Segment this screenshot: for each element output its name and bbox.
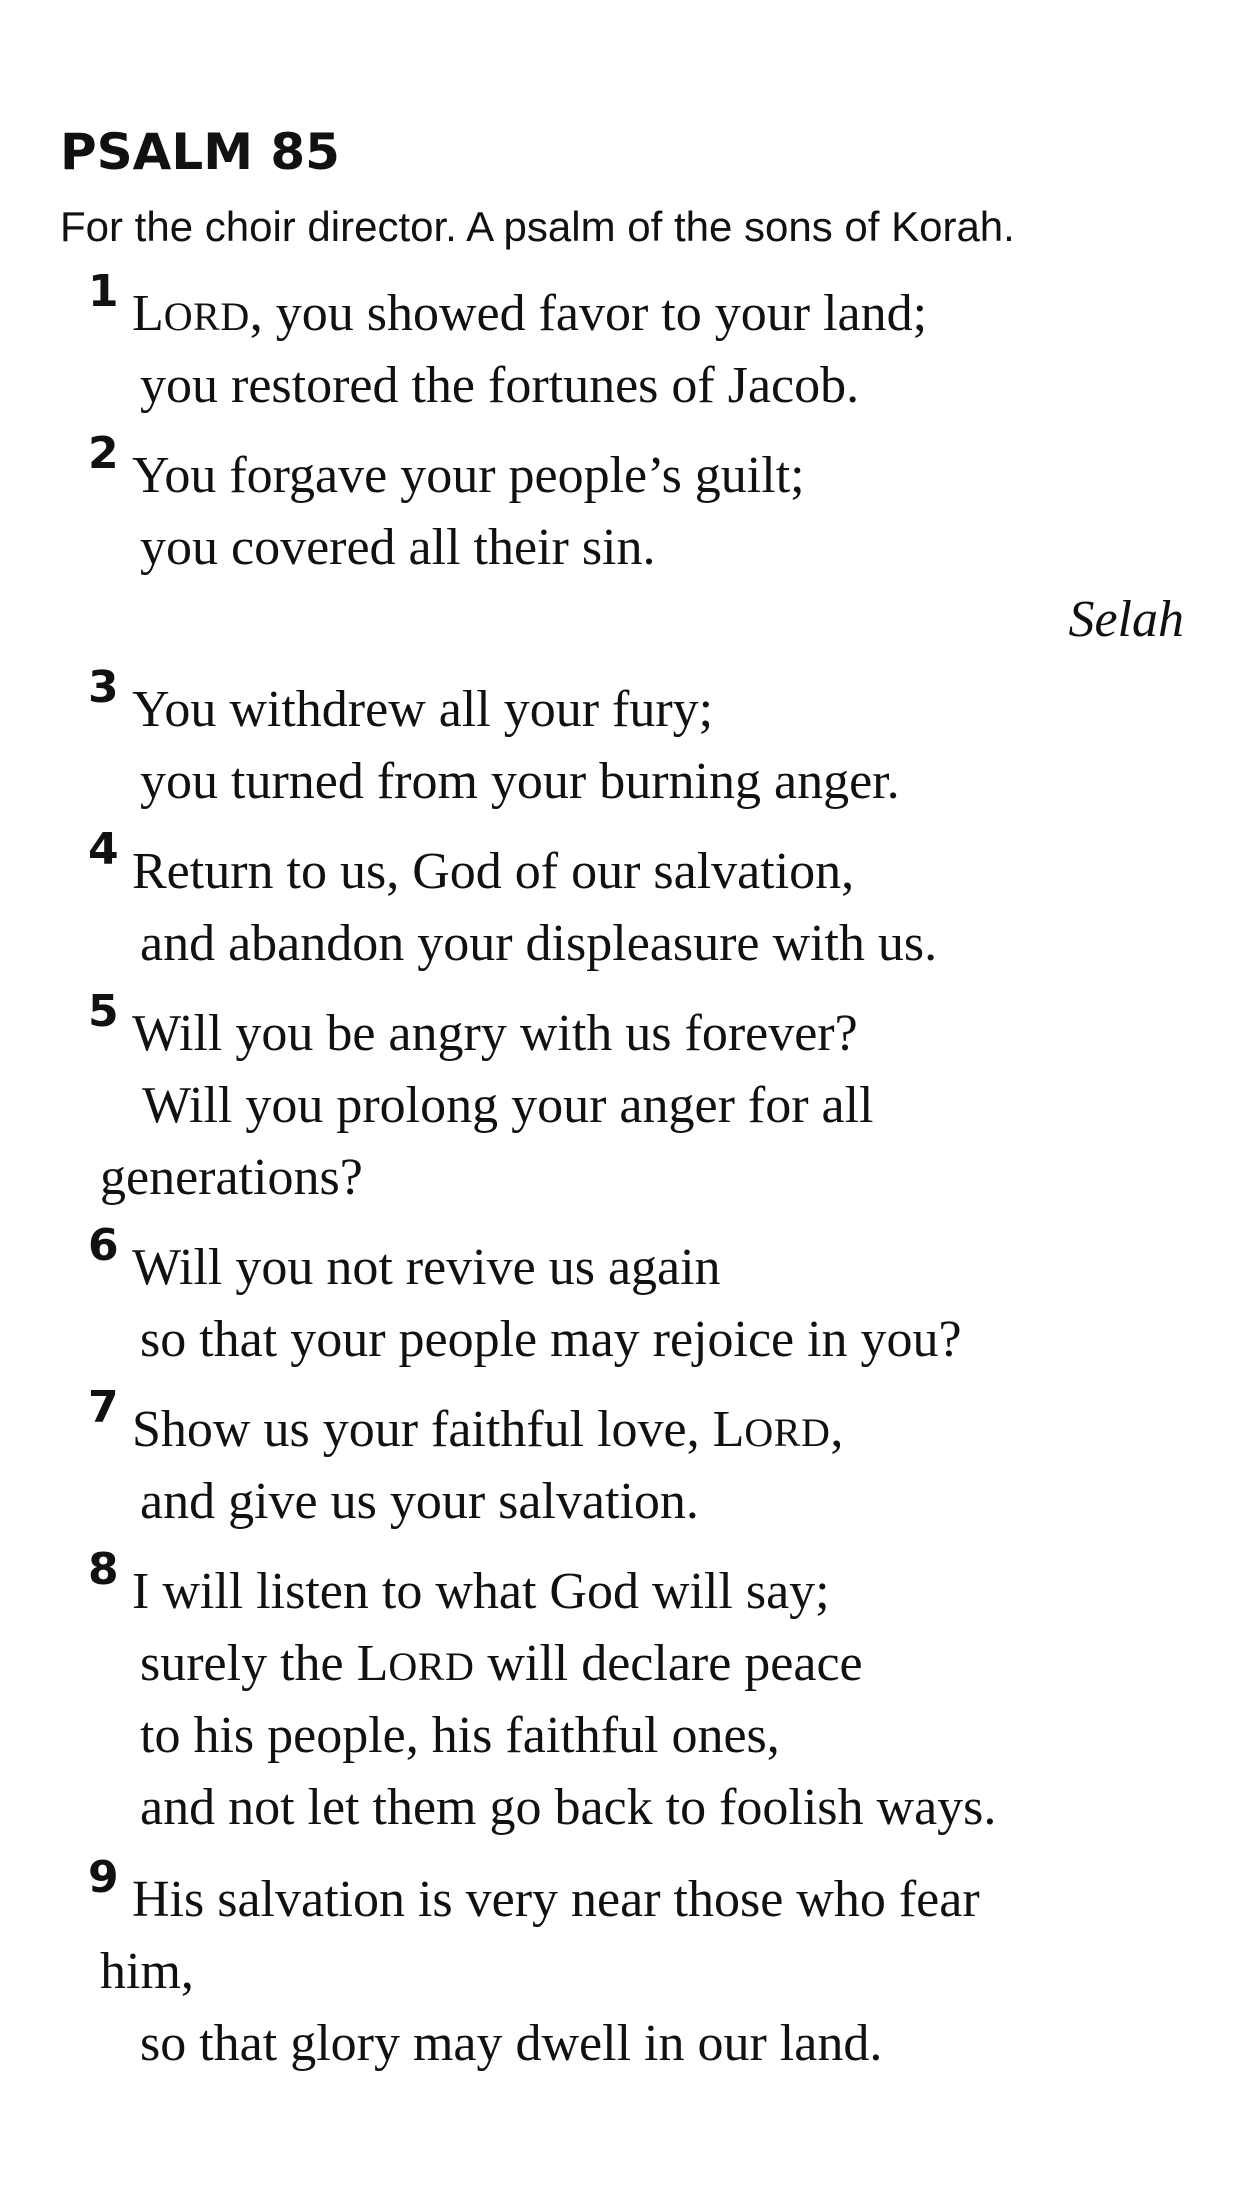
verse-number: 5 bbox=[88, 986, 119, 1037]
verse-line: so that your people may rejoice in you? bbox=[140, 1311, 962, 1368]
verse-line: Show us your faithful love, LORD, bbox=[132, 1401, 844, 1458]
verse-line: Return to us, God of our salvation, bbox=[132, 843, 855, 900]
verse-line: generations? bbox=[100, 1149, 363, 1206]
verse-number: 1 bbox=[88, 266, 119, 317]
verse-number: 9 bbox=[88, 1852, 119, 1903]
verse-line: Will you prolong your anger for all bbox=[142, 1077, 874, 1134]
page-title: PSALM 85 bbox=[60, 123, 340, 181]
verse-line: you turned from your burning anger. bbox=[140, 753, 900, 810]
verse-line: LORD, you showed favor to your land; bbox=[132, 285, 928, 342]
verse-line: you restored the fortunes of Jacob. bbox=[140, 357, 860, 414]
psalm-superscription: For the choir director. A psalm of the sons of Korah. bbox=[60, 203, 1015, 250]
verse-line: him, bbox=[100, 1943, 194, 2000]
verse-line: You withdrew all your fury; bbox=[132, 681, 714, 738]
verse-line: surely the LORD will declare peace bbox=[140, 1635, 863, 1692]
verse-number: 6 bbox=[88, 1220, 119, 1271]
verse-line: and give us your salvation. bbox=[140, 1473, 699, 1530]
verse-line: Will you be angry with us forever? bbox=[132, 1005, 858, 1062]
verse-line: to his people, his faithful ones, bbox=[140, 1707, 780, 1764]
verse-number: 2 bbox=[88, 428, 119, 479]
verse-line: and not let them go back to foolish ways. bbox=[140, 1779, 997, 1836]
verse-line: so that glory may dwell in our land. bbox=[140, 2015, 883, 2072]
verse-number: 4 bbox=[88, 824, 119, 875]
verse-line: and abandon your displeasure with us. bbox=[140, 915, 938, 972]
verse-number: 3 bbox=[88, 662, 119, 713]
verse-line: you covered all their sin. bbox=[140, 519, 656, 576]
verse-line: Will you not revive us again bbox=[132, 1239, 721, 1296]
verse-number: 7 bbox=[88, 1382, 119, 1433]
verse-number: 8 bbox=[88, 1544, 119, 1595]
verse-line: His salvation is very near those who fear bbox=[132, 1871, 980, 1928]
selah-marker: Selah bbox=[1068, 591, 1184, 648]
verse-line: You forgave your people’s guilt; bbox=[132, 447, 805, 504]
verse-line: I will listen to what God will say; bbox=[132, 1563, 830, 1620]
